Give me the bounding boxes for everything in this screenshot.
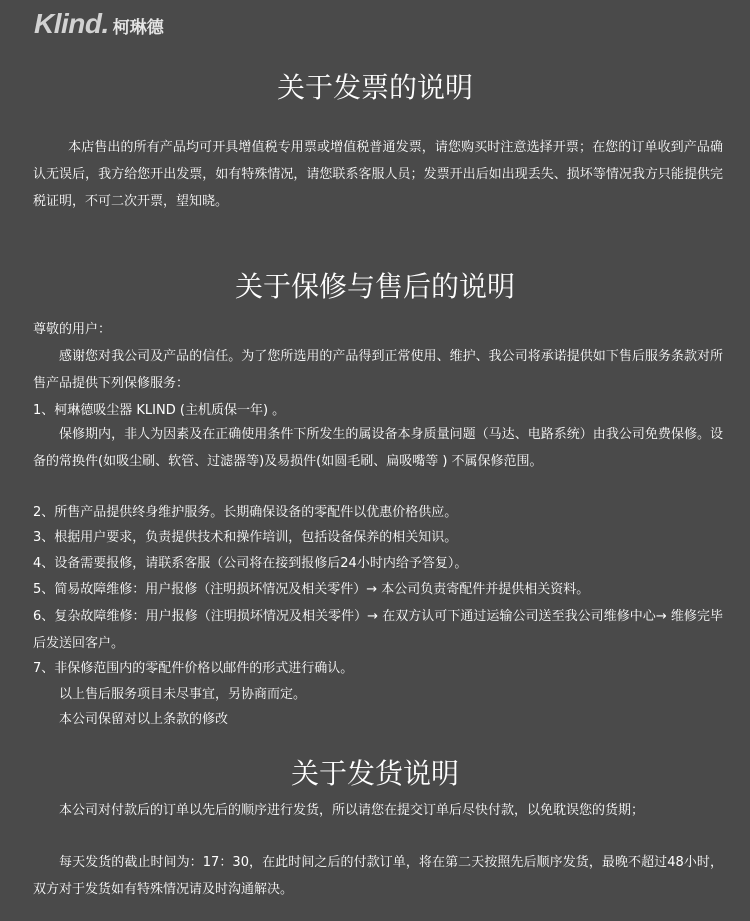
shipping-para-1: 本公司对付款后的订单以先后的顺序进行发货，所以请您在提交订单后尽快付款，以免耽误您的货期；: [59, 803, 645, 818]
warranty-section-title: 关于保修与售后的说明: [234, 270, 515, 303]
warranty-note-2: 本公司保留对以上条款的修改: [59, 712, 229, 727]
logo-wordmark: Klind.: [34, 8, 109, 39]
warranty-item-3: 3、根据用户要求，负责提供技术和操作培训，包括设备保养的相关知识。: [33, 530, 458, 545]
warranty-item-6: 6、复杂故障维修：用户报修（注明损坏情况及相关零件）→ 在双方认可下通过运输公司送至我公司维修中心→ 维修完毕后发送回客户。: [33, 609, 723, 651]
warranty-item-1-detail: 保修期内，非人为因素及在正确使用条件下所发生的属设备本身质量问题（马达、电路系统）由我公司免费保修。设备的常换件(如吸尘刷、软管、过滤器等)及易损件(如圆毛刷、扁吸嘴等 ) 不属保修范围。: [33, 427, 723, 469]
warranty-item-1: 1、柯琳德吸尘器 KLIND (主机质保一年) 。: [33, 403, 286, 418]
brand-logo: [34, 8, 164, 40]
invoice-section-title: 关于发票的说明: [276, 71, 473, 104]
warranty-item-4: 4、设备需要报修，请联系客服（公司将在接到报修后24小时内给予答复）。: [33, 556, 468, 571]
shipping-section-title: 关于发货说明: [290, 757, 459, 790]
warranty-item-7: 7、非保修范围内的零配件价格以邮件的形式进行确认。: [33, 661, 354, 676]
invoice-body: 本店售出的所有产品均可开具增值税专用票或增值税普通发票，请您购买时注意选择开票；在您的订单收到产品确认无误后，我方给您开出发票，如有特殊情况，请您联系客服人员；发票开出后如出现丢失、损坏等情况我方只能提供完税证明，不可二次开票，望知晓。: [33, 140, 723, 209]
shipping-para-2: 每天发货的截止时间为：17：30，在此时间之后的付款订单，将在第二天按照先后顺序发货，最晚不超过48小时，双方对于发货如有特殊情况请及时沟通解决。: [33, 855, 723, 897]
warranty-item-2: 2、所售产品提供终身维护服务。长期确保设备的零配件以优惠价格供应。: [33, 505, 458, 520]
brand-name-cn: 柯琳德: [112, 18, 164, 38]
warranty-item-5: 5、简易故障维修：用户报修（注明损坏情况及相关零件）→ 本公司负责寄配件并提供相关资料。: [33, 582, 590, 597]
warranty-note-1: 以上售后服务项目未尽事宜，另协商而定。: [59, 687, 307, 702]
warranty-greeting: 尊敬的用户：: [33, 322, 112, 337]
warranty-intro: 感谢您对我公司及产品的信任。为了您所选用的产品得到正常使用、维护、我公司将承诺提供如下售后服务条款对所售产品提供下列保修服务：: [33, 349, 723, 391]
